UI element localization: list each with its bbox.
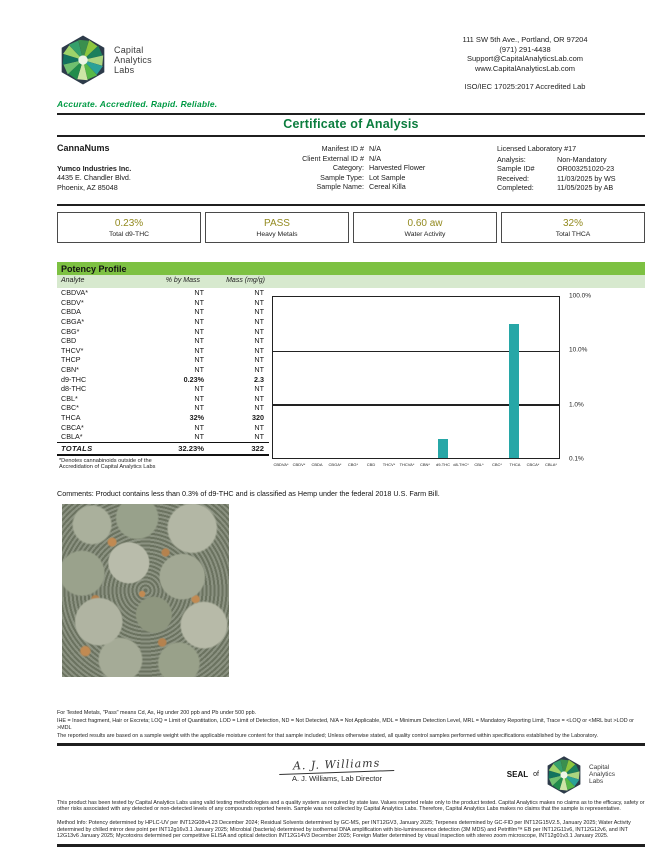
analyte-pct: NT [194, 317, 204, 327]
lab-address: 111 SW 5th Ave., Portland, OR 97204 [462, 35, 588, 44]
analyte-mgg: NT [254, 345, 264, 355]
analyte-name: CBN* [61, 365, 79, 375]
analyte-pct: NT [194, 297, 204, 307]
manifest-field [262, 173, 497, 183]
analyte-name: CBD [61, 336, 77, 346]
fine-print-block [57, 710, 645, 739]
logo-line-3: Labs [114, 65, 135, 75]
lab-logo-icon [57, 34, 109, 86]
analyte-name: d9-THC [61, 374, 87, 384]
potency-column-headers [57, 275, 645, 288]
analyte-mgg: NT [254, 384, 264, 394]
client-company: Yumco Industries Inc. [57, 163, 132, 173]
field-label: Client External ID # [302, 153, 364, 163]
field-value: 11/03/2025 by WS [557, 173, 616, 183]
seal-logo-icon [544, 755, 584, 795]
analyte-pct: NT [194, 422, 204, 432]
analyte-mgg: NT [254, 307, 264, 317]
logo-line-2: Analytics [114, 55, 152, 65]
chart-x-label: THCA [509, 462, 521, 467]
chart-bar [438, 439, 448, 458]
lab-field [497, 174, 645, 184]
analyte-pct: 0.23% [183, 374, 204, 384]
analyte-name: CBDV* [61, 297, 84, 307]
table-row [57, 413, 269, 423]
table-row [57, 422, 269, 432]
potency-totals-row [57, 442, 269, 456]
analyte-name: d8-THC [61, 384, 87, 394]
field-label: Sample Type: [320, 172, 364, 182]
chart-bar-cell [416, 297, 434, 458]
chart-x-label: CBL* [474, 462, 484, 467]
fine-print-line: The reported results are based on a sample weight with the applicable moisture content for that sample included; Unless otherwise stated, all quality control samples performed within specifications established by the Laboratory. [57, 732, 599, 739]
chart-bar-cell [470, 297, 488, 458]
chart-bar-cell [362, 297, 380, 458]
totals-label: TOTALS [61, 443, 93, 453]
divider [57, 204, 645, 206]
chart-bar-cell [380, 297, 398, 458]
signature-handwriting: A. J. Williams [279, 756, 395, 775]
field-label: Analysis: [497, 154, 526, 164]
chart-y-label: 10.0% [569, 346, 588, 354]
seal-logo-line1: Capital [588, 764, 610, 772]
chart-x-label: CBGA* [328, 462, 342, 467]
analyte-name: CBL* [61, 393, 78, 403]
chart-x-label: CBN* [419, 462, 430, 467]
table-row [57, 365, 269, 375]
fine-print-line: IHE = Insect fragment, Hair or Excreta; LOQ = Limit of Quantitation, LOD = Limit of Detection, ND = Not Detected, N/A = Not Applicable, MDL = Minimum Detection Level, MRL = Mandatory Reporting Limit, Trace = <LOQ or <MRL but >LOD or >MDL [57, 718, 634, 731]
table-row [57, 288, 269, 298]
signature-section [57, 755, 645, 795]
lab-contact-block [405, 35, 645, 92]
footnote-line2: Accredidation of Capital Analytics Labs [59, 464, 156, 471]
field-label: Sample ID# [497, 164, 535, 174]
lab-tagline: Accurate. Accredited. Rapid. Reliable. [57, 98, 218, 109]
client-address-line2: Phoenix, AZ 85048 [57, 182, 118, 192]
field-label: Manifest ID # [321, 144, 364, 153]
field-value: Cereal Killa [369, 182, 406, 192]
chart-x-label: CBLA* [544, 462, 557, 467]
analyte-mgg: NT [254, 403, 264, 413]
signature-block [247, 755, 427, 783]
table-row [57, 374, 269, 384]
analyte-name: CBDVA* [61, 288, 89, 298]
chart-x-label: d8-THC* [453, 462, 469, 467]
summary-label: Heavy Metals [256, 230, 298, 238]
analyte-pct: NT [194, 432, 204, 442]
analyte-pct: NT [194, 307, 204, 317]
chart-bar-cell [434, 297, 452, 458]
col-mass-mgg: Mass (mg/g) [226, 277, 265, 284]
analyte-mgg: NT [254, 365, 264, 375]
seal-logo-line3: Labs [588, 778, 604, 786]
table-row [57, 355, 269, 365]
chart-bars [273, 297, 559, 458]
analyte-mgg: NT [254, 355, 264, 365]
chart-x-label: CBG* [347, 462, 359, 467]
chart-x-label: CBDV* [292, 462, 306, 467]
chart-x-label: CBC* [491, 462, 502, 467]
potency-table [57, 288, 269, 474]
summary-label: Water Activity [404, 230, 446, 238]
analyte-name: CBLA* [61, 432, 83, 442]
summary-box [205, 212, 349, 243]
summary-box [501, 212, 645, 243]
field-value: N/A [369, 153, 381, 163]
lab-website: www.CapitalAnalyticsLab.com [474, 63, 576, 73]
analyte-mgg: NT [254, 336, 264, 346]
analyte-pct: NT [194, 336, 204, 346]
totals-pct: 32.23% [178, 443, 204, 453]
divider [57, 113, 645, 116]
seal-block [507, 755, 615, 795]
summary-value: 32% [562, 217, 583, 229]
comments-line: Comments: Product contains less than 0.3% of d9-THC and is classified as Hemp under the federal 2018 U.S. Farm Bill. [57, 489, 440, 498]
chart-bar-cell [505, 297, 523, 458]
analyte-mgg: 2.3 [254, 374, 264, 384]
footnote-line1: *Denotes cannabinoids outside of the [59, 457, 152, 464]
summary-box [57, 212, 201, 243]
field-value: Harvested Flower [369, 163, 426, 173]
seal-of: of [533, 771, 539, 779]
table-row [57, 336, 269, 346]
accreditation-line: ISO/IEC 17025:2017 Accredited Lab [464, 82, 586, 91]
table-row [57, 346, 269, 356]
summary-value: 0.23% [114, 217, 144, 229]
lab-info-block [497, 144, 645, 200]
analyte-name: CBDA [61, 307, 81, 317]
analyte-name: THCV* [61, 345, 84, 355]
seal-logo-text [589, 764, 615, 785]
potency-rows [57, 288, 269, 442]
field-value: Non-Mandatory [557, 154, 607, 164]
fine-print-line: For Tested Metals, "Pass" means Cd, As, Hg under 200 ppb and Pb under 500 ppb. [57, 710, 257, 716]
chart-bar-cell [541, 297, 559, 458]
analyte-pct: NT [194, 403, 204, 413]
signatory-name-title: A. J. Williams, Lab Director [291, 773, 383, 783]
potency-bar-chart [269, 288, 645, 474]
lab-phone: (971) 291-4438 [499, 44, 551, 54]
product-photo [62, 504, 229, 677]
field-value: Lot Sample [369, 172, 406, 182]
analyte-name: THCA [61, 413, 81, 423]
chart-x-label: THCV* [382, 462, 396, 467]
table-row [57, 298, 269, 308]
table-row [57, 403, 269, 413]
manifest-field [262, 182, 497, 192]
totals-mgg: 322 [251, 443, 264, 453]
col-analyte: Analyte [61, 277, 85, 284]
field-label: Received: [497, 173, 529, 183]
col-pct-by-mass: % by Mass [165, 277, 200, 284]
field-value: OR003251020-23 [557, 164, 615, 174]
chart-x-label: THCVA* [399, 462, 415, 467]
potency-footnote [57, 458, 269, 472]
client-name: CannaNums [57, 143, 110, 153]
analyte-pct: NT [194, 326, 204, 336]
field-label: Category: [332, 163, 364, 173]
summary-results-row [57, 212, 645, 243]
seal-label: SEAL [506, 770, 529, 780]
analyte-mgg: NT [254, 422, 264, 432]
chart-x-label: CBCA* [526, 462, 540, 467]
chart-x-label: CBDA [311, 462, 323, 467]
chart-y-label: 0.1% [569, 455, 584, 463]
table-row [57, 394, 269, 404]
client-block [57, 144, 262, 200]
analyte-mgg: NT [254, 288, 264, 298]
summary-label: Total THCA [555, 230, 591, 238]
field-value: 11/05/2025 by AB [557, 183, 614, 193]
logo-line-1: Capital [114, 45, 144, 55]
lab-info-fields [497, 155, 645, 193]
field-label: Sample Name: [316, 182, 364, 192]
analyte-pct: NT [194, 355, 204, 365]
chart-bar [509, 324, 519, 458]
manifest-field [262, 154, 497, 164]
lab-field [497, 164, 645, 174]
analyte-mgg: NT [254, 432, 264, 442]
analyte-pct: NT [194, 345, 204, 355]
manifest-block [262, 144, 497, 200]
legal-disclaimer: This product has been tested by Capital Analytics Labs using valid testing methodologies and a quality system as required by state law. Values reported relate only to the product tested. Capital Analytics makes no claims as to the efficacy, safety or other risks associated with any detected or non-detected levels of any compounds reported herein. Sample was not collected by Capital Analytics Labs. Therefore, Capital Analytics Labs makes no claims that the sample is representative. [57, 799, 645, 813]
analyte-mgg: 320 [252, 413, 264, 423]
analyte-name: CBGA* [61, 317, 85, 327]
chart-bar-cell [488, 297, 506, 458]
field-value: N/A [369, 144, 381, 153]
analyte-name: CBCA* [61, 422, 84, 432]
analyte-mgg: NT [254, 317, 264, 327]
analyte-pct: NT [194, 384, 204, 394]
summary-value: 0.60 aw [407, 217, 443, 229]
sample-info-section [57, 144, 645, 200]
chart-y-label: 100.0% [569, 292, 592, 300]
chart-plot-area [272, 296, 560, 459]
chart-x-label: d9-THC [435, 462, 450, 467]
lab-logo-text [114, 45, 152, 75]
summary-box [353, 212, 497, 243]
analyte-name: CBG* [61, 326, 80, 336]
analyte-name: THCP [61, 355, 81, 365]
summary-value: PASS [264, 217, 290, 229]
analyte-pct: NT [194, 393, 204, 403]
field-label: Completed: [497, 183, 534, 193]
lab-email: Support@CapitalAnalyticsLab.com [466, 54, 583, 63]
potency-section-header [57, 262, 645, 275]
manifest-field [262, 163, 497, 173]
table-row [57, 307, 269, 317]
analyte-mgg: NT [254, 297, 264, 307]
seal-logo-line2: Analytics [588, 771, 615, 779]
method-info: Method Info: Potency determined by HPLC-UV per INT12G08v4.23 December 2024; Residual Solvents determined by GC-MS, per INT12GV3, January 2025; Terpenes determined by GC-FID per INT12G15V2.5, January 2025; Water Activity determined by chilled mirror dew point per INT12g16v3.1 January 2025; Microbial (bacteria) determined by isothermal DNA amplification with bio-luminescence detection (3M MDS) and Petrifilm™ EB per INT12G11v6, INT12G12v6, and INT 12G13v6 January 2025; Mycotoxins determined per competitive ELISA and optical detection INT12G14V3 December 2025; Foreign Matter determined by visual inspection with stereo zoom microscope, INT12g01v3.1 January 2025. [57, 820, 631, 840]
lab-field [497, 183, 645, 193]
analyte-pct: 32% [189, 413, 204, 423]
lab-field [497, 155, 645, 165]
chart-bar-cell [452, 297, 470, 458]
chart-bar-cell [345, 297, 363, 458]
manifest-field [262, 144, 497, 154]
lab-license: Licensed Laboratory #17 [497, 144, 577, 153]
chart-bar-cell [291, 297, 309, 458]
analyte-mgg: NT [254, 393, 264, 403]
header [57, 30, 645, 92]
analyte-pct: NT [194, 365, 204, 375]
chart-bar-cell [273, 297, 291, 458]
chart-bar-cell [398, 297, 416, 458]
chart-bar-cell [327, 297, 345, 458]
page-title: Certificate of Analysis [283, 117, 419, 131]
chart-x-label: CBD [366, 462, 376, 467]
potency-body [57, 288, 645, 474]
summary-label: Total d9-THC [108, 230, 150, 238]
potency-section-title: Potency Profile [61, 263, 127, 274]
table-row [57, 317, 269, 327]
chart-bar-cell [523, 297, 541, 458]
analyte-pct: NT [194, 288, 204, 298]
table-row [57, 326, 269, 336]
divider [57, 844, 645, 847]
chart-y-axis-labels [565, 292, 625, 463]
analyte-name: CBC* [61, 403, 79, 413]
chart-bar-cell [309, 297, 327, 458]
client-address-line1: 4435 E. Chandler Blvd. [57, 173, 131, 183]
lab-logo [57, 34, 152, 86]
table-row [57, 384, 269, 394]
chart-y-label: 1.0% [569, 401, 584, 409]
table-row [57, 432, 269, 442]
divider [57, 135, 645, 137]
chart-x-axis-labels [272, 462, 560, 467]
analyte-mgg: NT [254, 326, 264, 336]
chart-x-label: CBDVA* [273, 462, 289, 467]
divider [57, 743, 645, 746]
